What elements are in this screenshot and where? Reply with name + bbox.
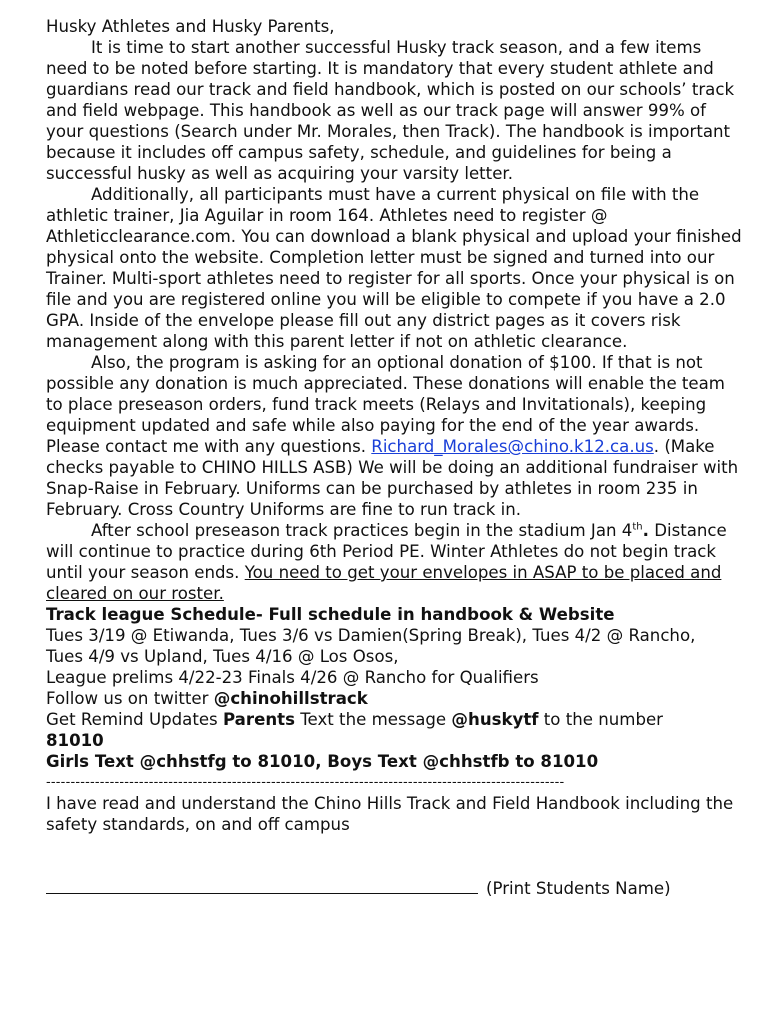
schedule-line-2: Tues 4/9 vs Upland, Tues 4/16 @ Los Osos, xyxy=(46,647,399,666)
signature-row xyxy=(46,877,742,899)
paragraph-handbook: It is time to start another successful Husky track season, and a few items need to be noted before starting. It is mandatory that every student athlete and guardians read our track and field handbook, which is posted on our schools’ track and field webpage. This handbook as well as our track page will answer 99% of your questions (Search under Mr. Morales, then Track). The handbook is important because it includes off campus safety, schedule, and guidelines for being a successful husky as well as acquiring your varsity letter. xyxy=(46,38,735,183)
paragraph-donation xyxy=(46,352,742,520)
twitter-line: Follow us on twitter @chinohillstrack xyxy=(46,689,368,708)
remind-code: @huskytf xyxy=(451,710,539,729)
greeting: Husky Athletes and Husky Parents, xyxy=(46,17,335,36)
paragraph-physical: Additionally, all participants must have a current physical on file with the athletic trainer, Jia Aguilar in room 164. Athletes need to register @ Athleticclearance.com. You can download a blank physical and upload your finished physical onto the website. Completion letter must be signed and turned into our Trainer. Multi-sport athletes need to register for all sports. Once your physical is on file and you are registered online you will be eligible to compete if you have a 2.0 GPA. Inside of the envelope please fill out any district pages as it covers risk management along with this parent letter if not on athletic clearance. xyxy=(46,185,742,351)
twitter-handle: @chinohillstrack xyxy=(213,689,368,708)
student-name-line[interactable] xyxy=(46,877,478,894)
envelope-deadline: You need to get your envelopes in ASAP to be placed and cleared on our roster. xyxy=(46,563,722,603)
practice-text-mid: Distance will continue to practice during 6th Period PE. Winter Athletes do not begin track until your season ends. xyxy=(46,521,727,582)
donation-text-end: . (Make checks payable to CHINO HILLS ASB) We will be doing an additional fundraiser with Snap-Raise in February. Uniforms can be purchased by athletes in room 235 in February. Cross Country Uniforms are fine to run track in. xyxy=(46,437,739,519)
schedule-line-3: League prelims 4/22-23 Finals 4/26 @ Rancho for Qualifiers xyxy=(46,668,539,687)
practice-period: . xyxy=(642,521,649,540)
paragraph-practice xyxy=(46,520,742,604)
schedule-heading: Track league Schedule- Full schedule in handbook & Website xyxy=(46,605,615,624)
remind-line: Get Remind Updates Parents Text the message @huskytf to the number 81010 xyxy=(46,710,664,750)
acknowledgement-statement: I have read and understand the Chino Hills Track and Field Handbook including the safety standards, on and off campus xyxy=(46,794,734,834)
cut-line: ---------------------------------------------------------------------------------------------------------- xyxy=(46,775,565,790)
ordinal-suffix: th xyxy=(632,521,643,533)
girls-boys-text: Girls Text @chhstfg to 81010, Boys Text @chhstfb to 81010 xyxy=(46,752,599,771)
email-link[interactable]: Richard_Morales@chino.k12.ca.us xyxy=(371,437,654,456)
signature-label: (Print Students Name) xyxy=(486,879,671,898)
practice-text: After school preseason track practices begin in the stadium Jan 4 xyxy=(91,521,633,540)
donation-text: Also, the program is asking for an optional donation of $100. If that is not possible any donation is much appreciated. These donations will enable the team to place preseason orders, fund track meets (Relays and Invitationals), keeping equipment updated and safe while also paying for the end of the year awards. Please contact me with any questions. xyxy=(46,353,725,456)
schedule-line-1: Tues 3/19 @ Etiwanda, Tues 3/6 vs Damien(Spring Break), Tues 4/2 @ Rancho, xyxy=(46,626,696,645)
remind-number: 81010 xyxy=(46,731,104,750)
